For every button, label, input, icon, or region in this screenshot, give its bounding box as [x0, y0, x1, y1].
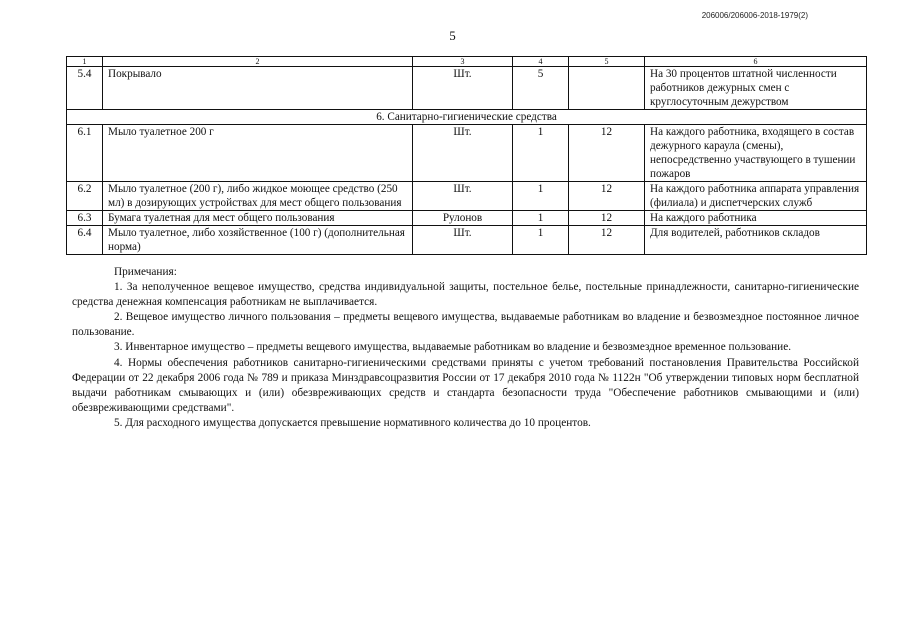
- item-unit: Шт.: [413, 226, 513, 255]
- row-number: 6.4: [67, 226, 103, 255]
- note-item: 5. Для расходного имущества допускается превышение нормативного количества до 10 процентов.: [114, 416, 591, 429]
- item-quantity: 1: [513, 182, 569, 211]
- item-note: На 30 процентов штатной численности работников дежурных смен с круглосуточным дежурством: [645, 67, 867, 110]
- item-name: Мыло туалетное, либо хозяйственное (100 г) (дополнительная норма): [103, 226, 413, 255]
- column-number: 5: [569, 57, 645, 67]
- item-period: 12: [569, 182, 645, 211]
- column-number: 3: [413, 57, 513, 67]
- table-row: [67, 67, 867, 110]
- norms-table: [66, 56, 867, 255]
- row-number: 5.4: [67, 67, 103, 110]
- section-row: [67, 110, 867, 125]
- row-number: 6.2: [67, 182, 103, 211]
- note-item: 3. Инвентарное имущество – предметы вещевого имущества, выдаваемые работникам во владение и безвозмездное временное пользование.: [114, 341, 792, 354]
- item-unit: Шт.: [413, 125, 513, 182]
- item-note: На каждого работника, входящего в состав дежурного караула (смены), непосредственно участвующего в тушении пожаров: [645, 125, 867, 182]
- table-row: [67, 125, 867, 182]
- column-number: 2: [103, 57, 413, 67]
- note-item: 1. За неполученное вещевое имущество, средства индивидуальной защиты, постельное белье, постельные принадлежности, санитарно-гигиенические средства денежная компенсация работникам не выплачивается.: [72, 281, 859, 309]
- table-row: [67, 182, 867, 211]
- item-unit: Рулонов: [413, 211, 513, 226]
- item-note: Для водителей, работников складов: [645, 226, 867, 255]
- column-number: 4: [513, 57, 569, 67]
- notes-title: Примечания:: [114, 266, 177, 278]
- item-period: [569, 67, 645, 110]
- item-quantity: 5: [513, 67, 569, 110]
- note-item: 2. Вещевое имущество личного пользования – предметы вещевого имущества, выдаваемые работникам во владение и безвозмездное постоянное личное пользование.: [72, 311, 859, 339]
- column-number: 1: [67, 57, 103, 67]
- item-period: 12: [569, 125, 645, 182]
- item-name: Мыло туалетное (200 г), либо жидкое моющее средство (250 мл) в дозирующих устройствах для мест общего пользования: [103, 182, 413, 211]
- item-quantity: 1: [513, 226, 569, 255]
- row-number: 6.1: [67, 125, 103, 182]
- column-number-row: [67, 57, 867, 67]
- section-title: 6. Санитарно-гигиенические средства: [67, 110, 867, 125]
- item-name: Мыло туалетное 200 г: [103, 125, 413, 182]
- column-number: 6: [645, 57, 867, 67]
- note-item: 4. Нормы обеспечения работников санитарно-гигиеническими средствами приняты с учетом требований постановления Правительства Российской Федерации от 22 декабря 2006 года № 789 и приказа Минздравсоцразвития России от 17 декабря 2010 года № 1122н "Об утверждении типовых норм бесплатной выдачи работникам смывающих и (или) обезвреживающих средств и стандарта безопасности труда "Обеспечение работников смывающими и (или) обезвреживающими средствами".: [72, 356, 859, 414]
- page-number: 5: [449, 28, 456, 43]
- table-row: [67, 226, 867, 255]
- table-row: [67, 211, 867, 226]
- row-number: 6.3: [67, 211, 103, 226]
- item-period: 12: [569, 226, 645, 255]
- item-note: На каждого работника аппарата управления (филиала) и диспетчерских служб: [645, 182, 867, 211]
- item-unit: Шт.: [413, 182, 513, 211]
- item-name: Покрывало: [103, 67, 413, 110]
- item-name: Бумага туалетная для мест общего пользования: [103, 211, 413, 226]
- item-note: На каждого работника: [645, 211, 867, 226]
- item-quantity: 1: [513, 211, 569, 226]
- item-unit: Шт.: [413, 67, 513, 110]
- item-quantity: 1: [513, 125, 569, 182]
- item-period: 12: [569, 211, 645, 226]
- notes-section: [72, 265, 859, 431]
- document-id: 206006/206006-2018-1979(2): [701, 11, 808, 20]
